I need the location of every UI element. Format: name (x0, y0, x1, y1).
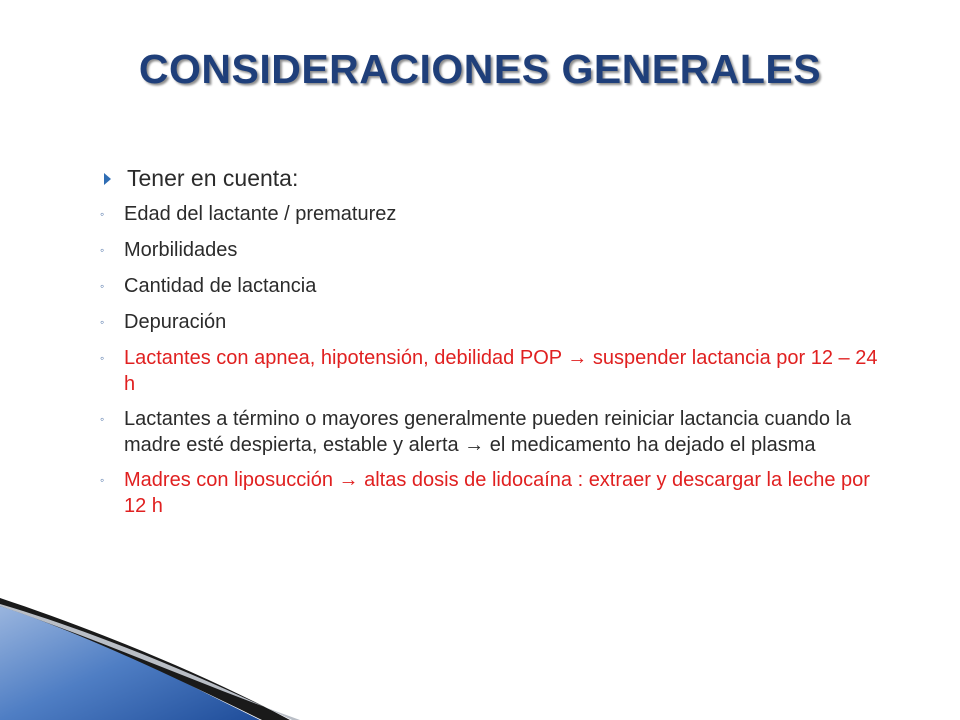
list-item (100, 273, 890, 300)
sub-bullet-list (100, 201, 890, 519)
list-item-text: Edad del lactante / prematurez (124, 203, 397, 225)
list-item-text: Morbilidades (124, 239, 238, 261)
circle-bullet-icon: ◦ (100, 315, 105, 329)
list-item (100, 201, 890, 228)
slide-title: CONSIDERACIONES GENERALES (138, 46, 822, 92)
list-item (100, 237, 890, 264)
circle-bullet-icon: ◦ (100, 412, 105, 426)
list-item (100, 345, 890, 397)
slide-content (100, 163, 890, 528)
list-item-text-highlight: Lactantes con apnea, hipotensión, debilidad POP → suspender lactancia por 12 – 24 h (124, 347, 878, 395)
circle-bullet-icon: ◦ (100, 243, 105, 257)
list-item (100, 467, 890, 519)
list-item-text: Lactantes a término o mayores generalmente pueden reiniciar lactancia cuando la madre esté despierta, estable y alerta → el medicamento ha dejado el plasma (124, 408, 852, 456)
list-item (100, 309, 890, 336)
circle-bullet-icon: ◦ (100, 351, 105, 365)
circle-bullet-icon: ◦ (100, 473, 105, 487)
list-item-text: Cantidad de lactancia (124, 275, 317, 297)
circle-bullet-icon: ◦ (100, 207, 105, 221)
main-bullet (100, 163, 890, 193)
list-item-text-highlight: Madres con liposucción → altas dosis de lidocaína : extraer y descargar la leche por 12 h (124, 469, 870, 517)
main-bullet-text: Tener en cuenta: (127, 165, 299, 191)
triangle-bullet-icon (104, 173, 111, 185)
list-item (100, 406, 890, 458)
circle-bullet-icon: ◦ (100, 279, 105, 293)
list-item-text: Depuración (124, 311, 227, 333)
